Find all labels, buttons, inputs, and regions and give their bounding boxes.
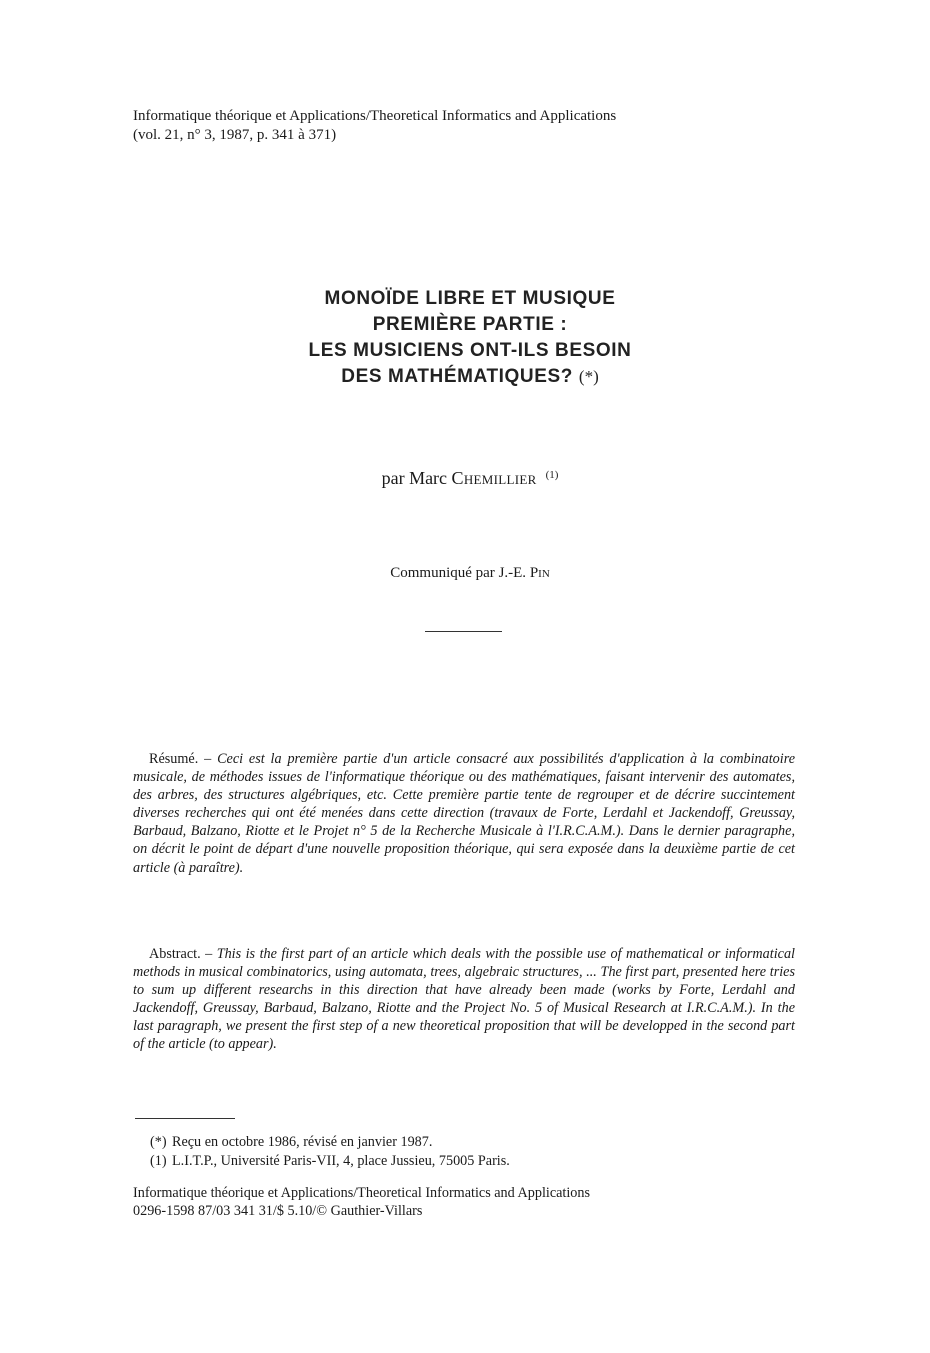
footnote-mark: (*) bbox=[150, 1134, 167, 1150]
journal-name: Informatique théorique et Applications/Theoretical Informatics and Applications bbox=[133, 108, 617, 124]
footnote-affiliation bbox=[150, 1152, 510, 1171]
footnotes bbox=[150, 1133, 510, 1171]
footnote-text: Reçu en octobre 1986, révisé en janvier 1987. bbox=[172, 1134, 433, 1150]
footer-copyright: 0296-1598 87/03 341 31/$ 5.10/© Gauthier-Villars bbox=[133, 1203, 423, 1219]
author-footnote-ref: (1) bbox=[545, 469, 559, 481]
footnote-mark: (1) bbox=[150, 1153, 167, 1169]
journal-volume: (vol. 21, n° 3, 1987, p. 341 à 371) bbox=[133, 127, 337, 143]
author-last-name: Chemillier bbox=[451, 468, 537, 488]
footnote-divider bbox=[135, 1118, 235, 1119]
title-line-3: LES MUSICIENS ONT-ILS BESOIN bbox=[308, 340, 632, 361]
communicated-prefix: Communiqué par bbox=[390, 565, 495, 581]
abstract-french bbox=[133, 750, 795, 877]
abstract-english bbox=[133, 945, 795, 1054]
title-divider bbox=[425, 631, 502, 632]
abstract-english-label: Abstract. – bbox=[149, 946, 213, 962]
author-prefix: par bbox=[381, 468, 405, 488]
footnote-received bbox=[150, 1133, 510, 1152]
abstract-french-text: Ceci est la première partie d'un article consacré aux possibilités d'application à la combinatoire musicale, de méthodes issues de l'informatique théorique ou des mathématiques, faisant intervenir des automates, des arbres, des structures algébriques, etc. Cette première partie tente de regrouper et de décrire succintement diverses recherches qui ont été menées dans cette direction (travaux de Forte, Lerdahl et Jackendoff, Greussay, Barbaud, Balzano, Riotte et le Projet n° 5 de la Recherche Musicale à l'I.R.C.A.M.). Dans le dernier paragraphe, on décrit le point de départ d'une nouvelle proposition théorique, qui sera exposée dans la deuxième partie de cet article (à paraître). bbox=[133, 751, 795, 876]
footer-journal: Informatique théorique et Applications/Theoretical Informatics and Applications bbox=[133, 1185, 591, 1201]
communicated-name: Pin bbox=[529, 565, 550, 581]
footnote-text: L.I.T.P., Université Paris-VII, 4, place Jussieu, 75005 Paris. bbox=[172, 1153, 510, 1169]
title-line-1: MONOÏDE LIBRE ET MUSIQUE bbox=[324, 288, 616, 309]
author-line bbox=[200, 468, 740, 489]
title-footnote-marker: (*) bbox=[578, 367, 599, 386]
author-first-name: Marc bbox=[409, 468, 448, 488]
title-line-2: PREMIÈRE PARTIE : bbox=[372, 314, 568, 335]
paper-title bbox=[200, 286, 740, 390]
journal-header bbox=[133, 107, 616, 145]
abstract-french-label: Résumé. – bbox=[149, 751, 212, 767]
page-footer bbox=[133, 1184, 590, 1220]
title-line-4: DES MATHÉMATIQUES? (*) bbox=[341, 366, 599, 387]
abstract-english-text: This is the first part of an article which deals with the possible use of mathematical or informatical methods in musical combinatorics, using automata, trees, algebraic structures, ... The first part, presented here tries to sum up different researchs in this direction that have already been made (works by Forte, Lerdahl and Jackendoff, Greussay, Barbaud, Balzano, Riotte and the Project No. 5 of Musical Research at I.R.C.A.M.). In the last paragraph, we present the first step of a new theoretical proposition that will be developped in the second part of the article (to appear). bbox=[133, 946, 795, 1053]
communicated-by bbox=[200, 565, 740, 582]
communicated-initials: J.-E. bbox=[498, 565, 527, 581]
